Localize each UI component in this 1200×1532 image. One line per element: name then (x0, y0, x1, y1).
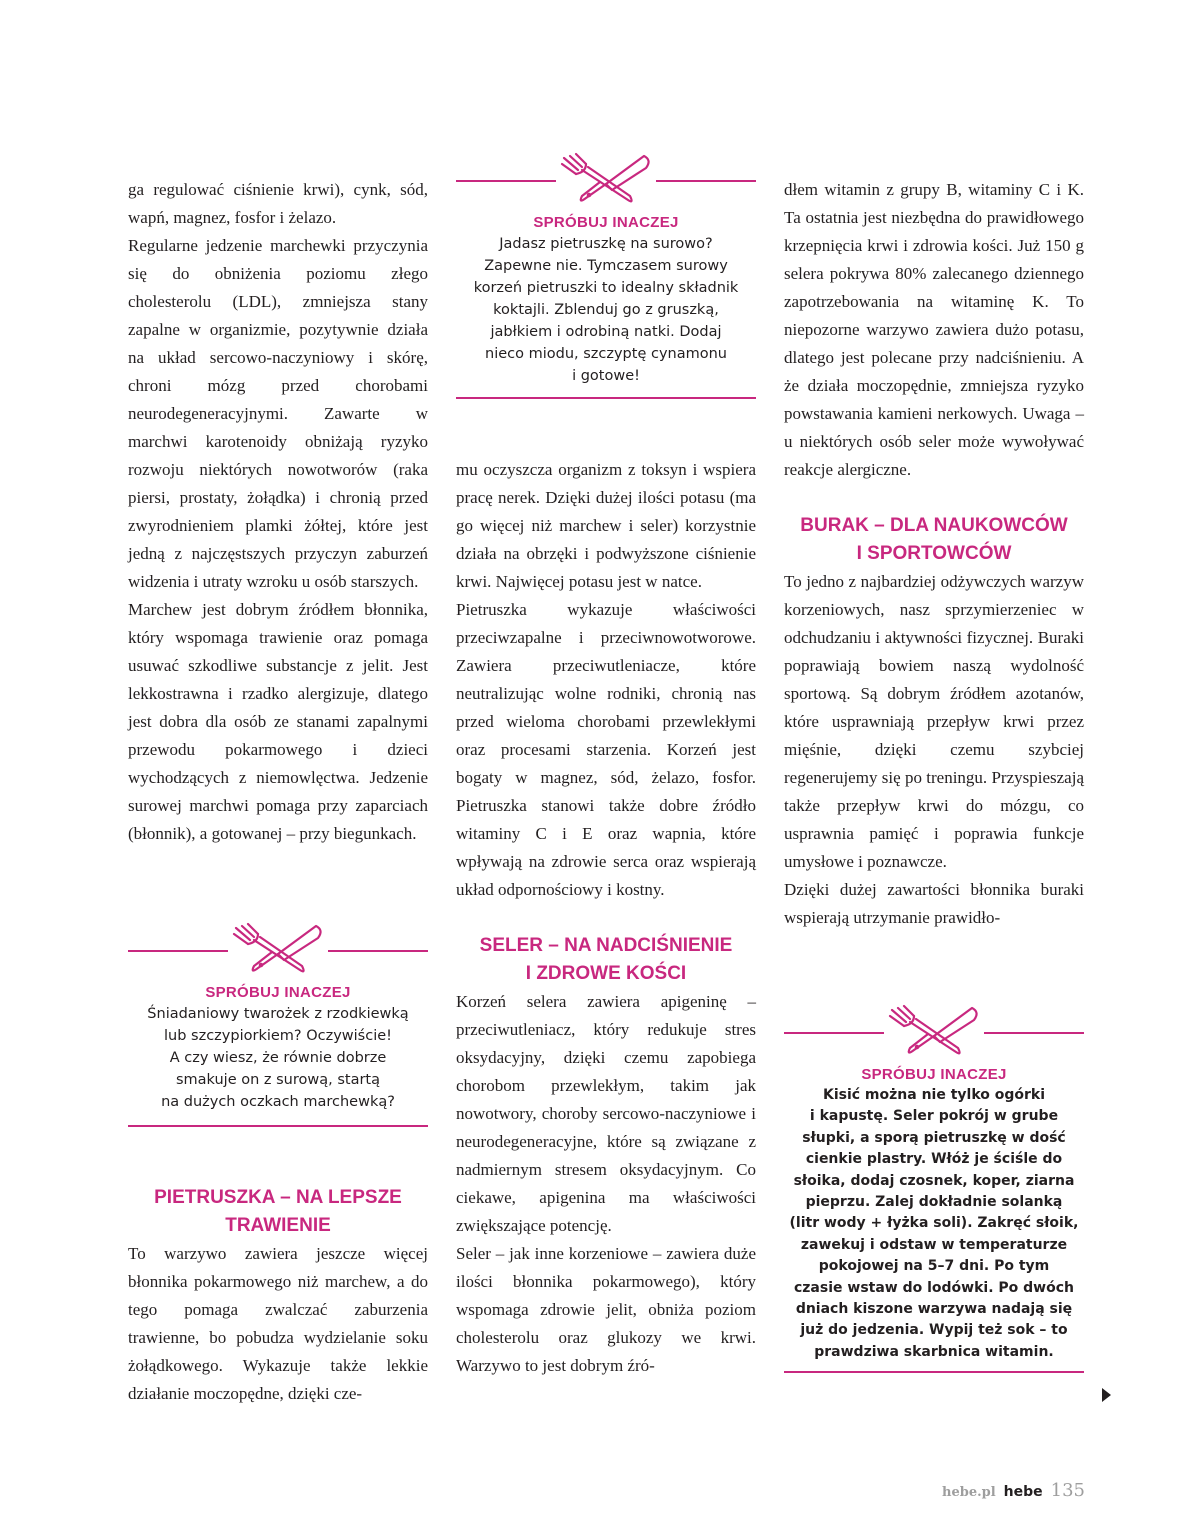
paragraph: Dzięki dużej zawartości błonnika buraki wspierają utrzymanie prawidło- (784, 880, 1084, 927)
fork-knife-icon (228, 922, 328, 978)
tip-text: Śniadaniowy twarożek z rzodkiewką lub szczypiorkiem? Oczywiście! A czy wiesz, że równie dobrze smakuje on z surową, startą na dużych oczkach marchewką? (147, 1006, 409, 1110)
column-1 (128, 176, 428, 848)
paragraph: ga regulować ciśnienie krwi), cynk, sód, wapń, magnez, fosfor i żelazo. (128, 180, 428, 227)
section-heading: BURAK – DLA NAUKOWCÓW I SPORTOWCÓW (800, 515, 1068, 564)
divider (456, 180, 556, 182)
section-heading: SELER – NA NADCIŚNIENIE I ZDROWE KOŚCI (479, 935, 733, 984)
paragraph: To jedno z najbardziej odżywczych warzyw korzeniowych, nasz sprzymierzeniec w odchudzaniu i aktywności fizycznej. Buraki poprawiają bowiem naszą wydolność sportową. Są dobrym źródłem azotanów, które usprawniają przepływ krwi przez mięśnie, dzięki czemu szybciej regenerujemy się po treningu. Przyspieszają także przepływ krwi do mózgu, co usprawnia pamięć i poprawia funkcje umysłowe i poznawcze. (784, 572, 1084, 871)
divider (784, 1371, 1084, 1373)
tip-header (128, 922, 428, 978)
paragraph: To warzywo zawiera jeszcze więcej błonnika pokarmowego niż marchew, a do tego pomaga zwalczać zaburzenia trawienne, bo pobudza wydzielanie soku żołądkowego. Wykazuje także lekkie działanie moczopędne, dzięki cze- (128, 1244, 428, 1403)
tip-text: Kisić można nie tylko ogórki i kapustę. Seler pokrój w grube słupki, a sporą pietruszkę w dość cienkie plastry. Włóż je ściśle do słoika, dodaj czosnek, koper, ziarna pieprzu. Zalej dokładnie solanką (litr wody + łyżka soli). Zakręć słoik, zawekuj i odstaw w temperaturze pokojowej na 5–7 dni. Po tym czasie wstaw do lodówki. Po dwóch dniach kiszone warzywa nadają się już do jedzenia. Wypij też sok – to prawdziwa skarbnica witamin. (789, 1087, 1079, 1360)
section-heading: PIETRUSZKA – NA LEPSZE TRAWIENIE (154, 1187, 402, 1236)
divider (128, 950, 228, 952)
divider (128, 1125, 428, 1127)
footer-brand: hebe (1003, 1484, 1043, 1500)
paragraph: Korzeń selera zawiera apigeninę – przeciwutleniacz, który redukuje stres oksydacyjny, dzięki czemu zapobiega chorobom przewlekłym, takim jak nowotwory, choroby sercowo-naczyniowe i neurodegeneracyjne, które są związane z nadmiernym stresem oksydacyjnym. Co ciekawe, apigenina ma właściwości zwiększające potencję. (456, 992, 756, 1235)
divider (984, 1032, 1084, 1034)
tip-box-1 (128, 922, 428, 1127)
paragraph: Seler – jak inne korzeniowe – zawiera duże ilości błonnika pokarmowego), który wspomaga zdrowie jelit, obniża poziom cholesterolu oraz glukozy we krwi. Warzywo to jest dobrym źró- (456, 1244, 756, 1375)
tip-title: SPRÓBUJ INACZEJ (533, 214, 679, 231)
page-footer (942, 1480, 1085, 1501)
tip-header (456, 152, 756, 208)
paragraph: dłem witamin z grupy B, witaminy C i K. Ta ostatnia jest niezbędna do prawidłowego krzepnięcia krwi i zdrowia kości. Już 150 g selera pokrywa 80% zalecanego dziennego zapotrzebowania na witaminę K. To niepozorne warzywo zawiera dużo potasu, dlatego jest polecane przy nadciśnieniu. A że działa moczopędnie, zmniejsza ryzyko powstawania kamieni nerkowych. Uwaga – u niektórych osób seler może wywoływać reakcje alergiczne. (784, 180, 1084, 479)
divider (656, 180, 756, 182)
tip-text: Jadasz pietruszkę na surowo? Zapewne nie. Tymczasem surowy korzeń pietruszki to idealny składnik koktajli. Zblenduj go z gruszką, jabłkiem i odrobiną natki. Dodaj nieco miodu, szczyptę cynamonu i gotowe! (473, 236, 739, 384)
divider (328, 950, 428, 952)
paragraph: Pietruszka wykazuje właściwości przeciwzapalne i przeciwnowotworowe. Zawiera przeciwutleniacze, które neutralizując wolne rodniki, chronią nas przed wieloma chorobami przewlekłymi oraz procesami starzenia. Korzeń jest bogaty w magnez, sód, żelazo, fosfor. Pietruszka stanowi także dobre źródło witaminy C i E oraz wapnia, które wpływają na zdrowie serca oraz wspierają układ odpornościowy i kostny. (456, 600, 756, 899)
tip-title: SPRÓBUJ INACZEJ (205, 984, 351, 1001)
footer-site: hebe.pl (942, 1485, 996, 1500)
divider (784, 1032, 884, 1034)
page-number: 135 (1050, 1480, 1085, 1501)
column-3 (784, 176, 1084, 932)
tip-box-3 (784, 1004, 1084, 1373)
column-1-section (128, 1184, 428, 1408)
divider (456, 397, 756, 399)
paragraph: Regularne jedzenie marchewki przyczynia się do obniżenia poziomu złego cholesterolu (LDL), zmniejsza stany zapalne w organizmie, pozytywnie działa na układ sercowo-naczyniowy i skórę, chroni mózg przed chorobami neurodegeneracyjnymi. Zawarte w marchwi karotenoidy obniżają ryzyko rozwoju niektórych nowotworów (raka piersi, prostaty, żołądka) i chronią przed zwyrodnieniem plamki żółtej, które jest jedną z najczęstszych przyczyn zaburzeń widzenia i utraty wzroku u osób starszych. (128, 236, 428, 591)
next-page-arrow-icon (1102, 1388, 1111, 1402)
fork-knife-icon (556, 152, 656, 208)
paragraph: Marchew jest dobrym źródłem błonnika, który wspomaga trawienie oraz pomaga usuwać szkodliwe substancje z jelit. Jest lekkostrawna i rzadko alergizuje, dlatego jest dobra dla osób ze stanami zapalnymi przewodu pokarmowego i dzieci wychodzących z niemowlęctwa. Jedzenie surowej marchwi pomaga przy zaparciach (błonnik), a gotowanej – przy biegunkach. (128, 600, 428, 843)
tip-title: SPRÓBUJ INACZEJ (861, 1066, 1007, 1083)
tip-header (784, 1004, 1084, 1060)
paragraph: mu oczyszcza organizm z toksyn i wspiera pracę nerek. Dzięki dużej ilości potasu (ma go więcej niż marchew i seler) korzystnie działa na obrzęki i podwyższone ciśnienie krwi. Najwięcej potasu jest w natce. (456, 460, 756, 591)
tip-box-2 (456, 152, 756, 399)
fork-knife-icon (884, 1004, 984, 1060)
column-2 (456, 456, 756, 1380)
